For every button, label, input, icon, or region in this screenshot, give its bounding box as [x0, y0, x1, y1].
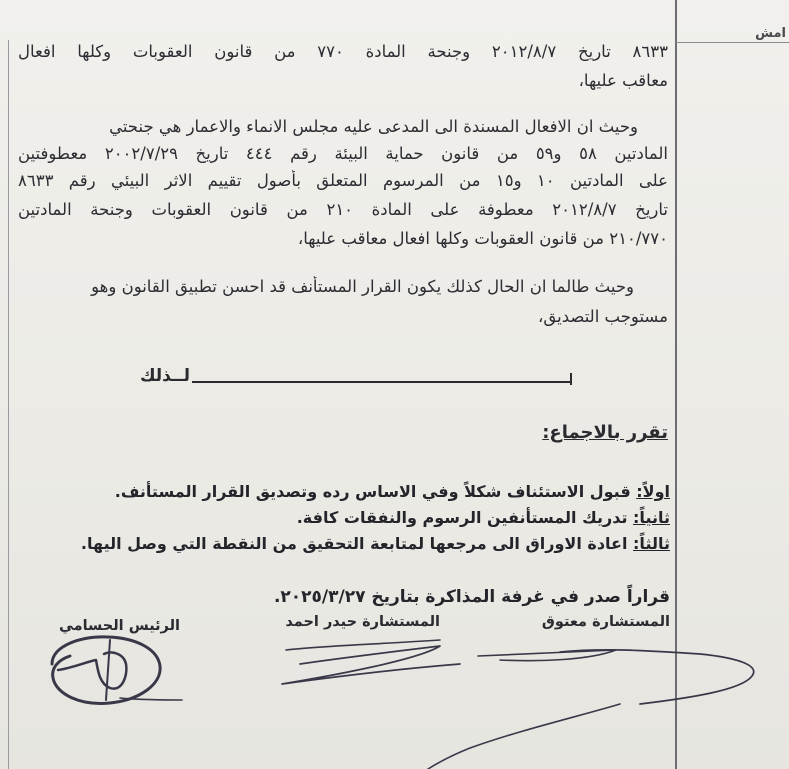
margin-note: امش	[755, 26, 786, 41]
body-line-3: وحيث ان الافعال المسندة الى المدعى عليه مجلس الانماء والاعمار هي جنحتي	[109, 117, 638, 136]
issued-line: قراراً صدر في غرفة المذاكرة بتاريخ ٢٠٢٥/٣/٢٧.	[273, 587, 670, 607]
ruling-item-1-number: اولاً:	[636, 482, 670, 501]
heading-word: لــذلك	[139, 366, 190, 386]
body-line-4: المادتين ٥٨ و٥٩ من قانون حماية البيئة رقم ٤٤٤ تاريخ ٢٠٠٢/٧/٢٩ معطوفتين	[18, 144, 668, 163]
body-line-5: على المادتين ١٠ و١٥ من المرسوم المتعلق بأصول تقييم الاثر البيئي رقم ٨٦٣٣	[18, 171, 668, 190]
signature-name-advisor-1: المستشارة معتوق	[541, 614, 670, 630]
decision-title-text: تقرر بالاجماع:	[542, 422, 668, 443]
body-line-8: وحيث طالما ان الحال كذلك يكون القرار المستأنف قد احسن تطبيق القانون وهو	[91, 277, 634, 296]
body-line-7: ٢١٠/٧٧٠ من قانون العقوبات وكلها افعال معاقب عليها،	[297, 229, 668, 248]
signature-name-advisor-2: المستشارة حيدر احمد	[285, 614, 440, 630]
ruling-item-1-text: قبول الاستئناف شكلاً وفي الاساس رده وتصديق القرار المستأنف.	[114, 482, 637, 501]
ruling-item-3-number: ثالثاً:	[633, 534, 670, 553]
advisor-2-signature	[282, 640, 460, 684]
advisor-1-signature	[428, 650, 754, 769]
president-signature	[52, 637, 182, 704]
ruling-item-3-text: اعادة الاوراق الى مرجعها لمتابعة التحقيق من النقطة التي وصل اليها.	[80, 534, 634, 553]
body-line-2: معاقب عليها،	[578, 71, 668, 90]
body-line-1: ٨٦٣٣ تاريخ ٢٠١٢/٨/٧ وجنحة المادة ٧٧٠ من قانون العقوبات وكلها افعال	[18, 42, 668, 61]
ruling-item-2-text: تدريك المستأنفين الرسوم والنفقات كافة.	[296, 508, 634, 527]
signature-name-president: الرئيس الحسامي	[58, 618, 180, 634]
body-line-9: مستوجب التصديق،	[538, 307, 668, 326]
ruling-item-2-number: ثانياً:	[633, 508, 670, 527]
body-line-6: تاريخ ٢٠١٢/٨/٧ معطوفة على المادة ٢١٠ من قانون العقوبات وجنحة المادتين	[18, 200, 668, 219]
